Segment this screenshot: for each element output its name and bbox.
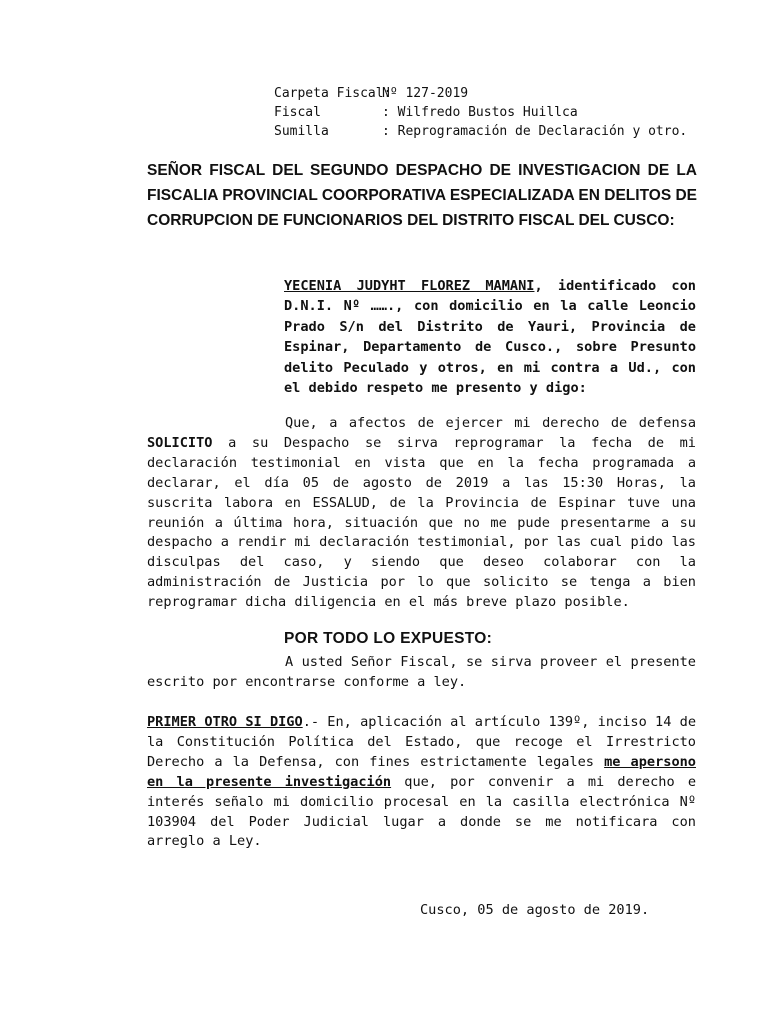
request-paragraph: [147, 414, 696, 613]
request-body: a su Despacho se sirva reprogramar la fecha de mi declaración testimonial en vista que en la fecha programada a declarar, el día 05 de agosto de 2019 a las 15:30 Horas, la suscrita labora en ESSALUD, de la Provincia de Espinar tuve una reunión a última hora, situación que no me pude presentarme a su despacho a rendir mi declaración testimonial, por las cual pido las disculpas del caso, y siendo que deseo colaborar con la administración de Justicia por lo que solicito se tenga a bien reprogramar dicha diligencia en el más breve plazo posible.: [147, 434, 696, 611]
identification-paragraph: [284, 276, 696, 398]
header-value: Nº 127-2019: [382, 86, 469, 101]
case-header: [274, 84, 687, 141]
header-row-carpeta: [274, 84, 687, 103]
header-label: Carpeta Fiscal:: [274, 86, 392, 101]
header-row-fiscal: [274, 103, 687, 122]
closing-date: Cusco, 05 de agosto de 2019.: [420, 902, 650, 918]
header-label: Fiscal: [274, 105, 321, 120]
header-label: Sumilla: [274, 124, 329, 139]
otrosi-heading: PRIMER OTRO SI DIGO: [147, 714, 303, 730]
header-row-sumilla: [274, 122, 687, 141]
request-intro: Que, a afectos de ejercer mi derecho de defensa: [285, 415, 696, 431]
request-keyword: SOLICITO: [147, 434, 213, 451]
addressee-heading: SEÑOR FISCAL DEL SEGUNDO DESPACHO DE INVESTIGACION DE LA FISCALIA PROVINCIAL COORPORATIVA ESPECIALIZADA EN DELITOS DE CORRUPCION DE FUNCIONARIOS DEL DISTRITO FISCAL DEL CUSCO:: [147, 162, 698, 229]
otrosi-text-1: .- En, aplicación al artículo 139º, inciso 14 de la Constitución Política del Estado, que recoge el Irrestricto Derecho a la Defensa, con fines estrictamente legales: [147, 714, 697, 770]
otrosi-emphasis: me apersono en la presente investigación: [147, 753, 696, 790]
petitioner-name: YECENIA JUDYHT FLOREZ MAMANI: [284, 278, 535, 294]
header-value: : Wilfredo Bustos Huillca: [382, 105, 578, 120]
por-todo-heading: POR TODO LO EXPUESTO:: [284, 630, 493, 647]
otrosi-text-2: que, por convenir a mi derecho e interés señalo mi domicilio procesal en la casilla electrónica Nº 103904 del Poder Judicial lugar a donde se me notificara con arreglo a Ley.: [147, 773, 697, 850]
petition-paragraph: [147, 653, 696, 693]
header-value: : Reprogramación de Declaración y otro.: [382, 124, 688, 139]
otrosi-paragraph: [147, 713, 696, 852]
petitioner-details: , identificado con D.N.I. Nº ……., con domicilio en la calle Leoncio Prado S/n del Distrito de Yauri, Provincia de Espinar, Departamento de Cusco., sobre Presunto delito Peculado y otros, en mi contra a Ud., con el debido respeto me presento y digo:: [284, 278, 696, 397]
petition-text: A usted Señor Fiscal, se sirva proveer el presente escrito por encontrarse conforme a ley.: [147, 654, 696, 690]
